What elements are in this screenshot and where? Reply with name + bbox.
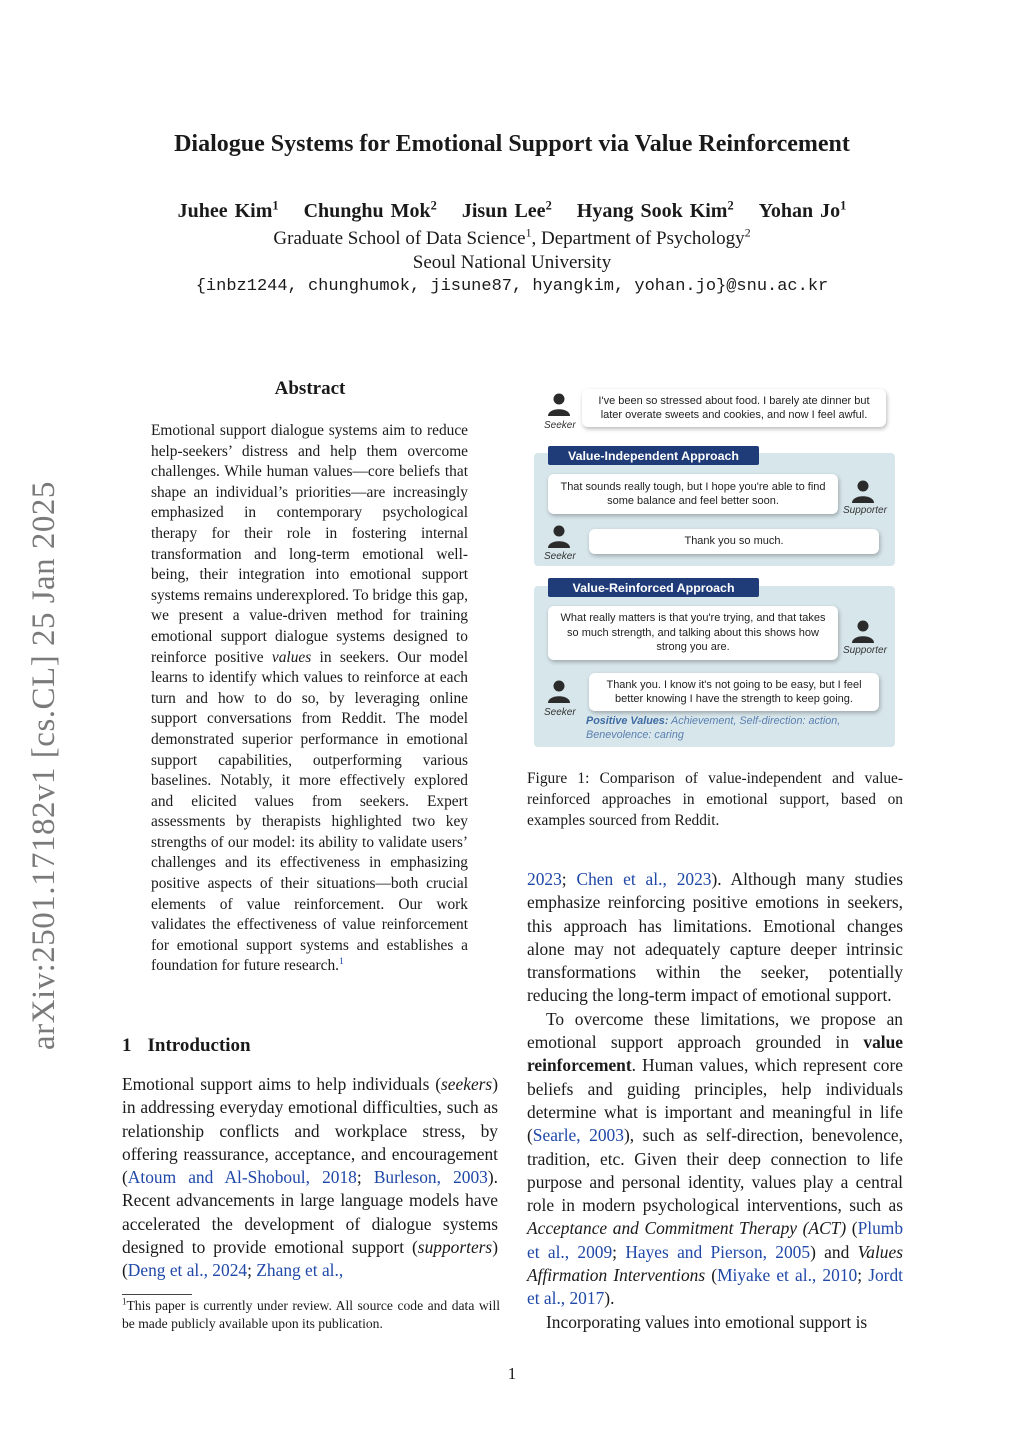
supporter-message-bubble: That sounds really tough, but I hope you're able to find some balance and feel better soon. [548, 474, 838, 514]
section-heading-introduction: 1 Introduction [122, 1035, 251, 1056]
citation-link[interactable]: Jordt et al., 2017 [527, 1265, 903, 1309]
arxiv-stamp: arXiv:2501.17182v1 [cs.CL] 25 Jan 2025 [26, 481, 62, 1050]
seeker-message-bubble: I've been so stressed about food. I barely ate dinner but later overate sweets and cookies, and now I feel awful. [582, 389, 886, 427]
citation-link[interactable]: Miyake et al., 2010 [717, 1265, 858, 1286]
author: Jisun Lee$^2$ [461, 198, 552, 222]
citation-link[interactable]: Atoum and Al-Shoboul, 2018 [127, 1167, 357, 1188]
affiliations [0, 227, 1024, 275]
author: Chunghu Mok$^2$ [303, 198, 437, 222]
institution: Seoul National University [412, 252, 612, 273]
seeker-avatar-icon [547, 679, 571, 703]
paper-title: Dialogue Systems for Emotional Support via Value Reinforcement [174, 131, 850, 157]
author-emails: {inbz1244, chunghumok, jisune87, hyangkim, yohan.jo}@snu.ac.kr [195, 277, 829, 296]
intro-paragraph-1: Emotional support aims to help individuals (seekers) in addressing everyday emotional difficulties, such as relationship conflicts and workplace stress, by offering reassurance, acceptance, and encouragement (Atoum and Al-Shoboul, 2018; Burleson, 2003). Recent advancements in large language models have accelerated the development of dialogue systems designed to provide emotional support (supporters) (Deng et al., 2024; Zhang et al., [122, 1074, 498, 1281]
author: Yohan Jo$^1$ [758, 198, 847, 222]
seeker-label: Seeker [544, 551, 576, 562]
footnote: $^1$This paper is currently under review. All source code and data will be made publicly available upon its publication. [122, 1296, 500, 1331]
positive-values-note: Positive Values: Achievement, Self-direction: action, Benevolence: caring [586, 715, 841, 741]
seeker-label: Seeker [544, 420, 576, 431]
intro-paragraph-3: Incorporating values into emotional support is [546, 1311, 868, 1332]
supporter-label: Supporter [843, 505, 887, 516]
abstract-body: Emotional support dialogue systems aim to reduce help-seekers’ distress and help them overcome challenges. While human values—core beliefs that shape an individual’s priorities—are increasingly emphasized in contemporary psychological therapy for their role in fostering internal transformation and long-term emotional well-being, their integration into emotional support systems remains underexplored. To bridge this gap, we present a value-driven method for training emotional support dialogue systems designed to reinforce positive values in seekers. Our model learns to identify which values to reinforce at each turn and how to do so, by leveraging online support conversations from Reddit. The model demonstrated superior performance in emotional support capabilities, outperforming various baselines. Notably, it more effectively explored and elicited values from seekers. Expert assessments by therapists highlighted two key strengths of our model: its ability to validate users’ challenges and its effectiveness in emphasizing positive aspects of their situations—both crucial elements of value reinforcement. Our work validates the effectiveness of value reinforcement for emotional support systems and establishes a foundation for future research.$^1$ [151, 422, 468, 975]
seeker-reply-bubble: Thank you so much. [589, 529, 879, 554]
author: Juhee Kim$^1$ [177, 198, 279, 222]
supporter-label: Supporter [843, 645, 887, 656]
citation-link[interactable]: Searle, 2003 [532, 1125, 624, 1146]
intro-paragraph-1-continued: 2023; Chen et al., 2023). Although many studies emphasize reinforcing positive emotions in seekers, this approach has limitations. Emotional changes alone may not adequately capture deeper intrinsic transformations within the seeker, potentially reducing the long-term impact of emotional support. [527, 869, 903, 1006]
value-independent-label: Value-Independent Approach [548, 446, 759, 465]
supporter-message-bubble: What really matters is that you're trying, and that takes so much strength, and talking about this shows how strong you are. [548, 606, 838, 660]
value-reinforced-label: Value-Reinforced Approach [548, 578, 759, 597]
citation-link[interactable]: Burleson, 2003 [373, 1167, 488, 1188]
citation-link[interactable]: Zhang et al., [256, 1260, 344, 1281]
page-number: 1 [507, 1364, 517, 1383]
footnote-link[interactable]: 1 [339, 956, 344, 968]
footnote-rule [122, 1294, 192, 1295]
supporter-avatar-icon [851, 619, 875, 643]
seeker-label: Seeker [544, 707, 576, 718]
affiliation-line: Graduate School of Data Science$^1$, Department of Psychology$^2$ [273, 226, 751, 249]
seeker-avatar-icon [547, 524, 571, 548]
supporter-avatar-icon [851, 479, 875, 503]
citation-link[interactable]: 2023 [527, 869, 562, 889]
author: Hyang Sook Kim$^2$ [576, 198, 734, 222]
citation-link[interactable]: Chen et al., 2023 [576, 869, 712, 889]
citation-link[interactable]: Deng et al., 2024 [127, 1260, 248, 1281]
seeker-avatar-icon [547, 392, 571, 416]
citation-link[interactable]: Hayes and Pierson, 2005 [625, 1241, 811, 1262]
figure-1-caption: Figure 1: Comparison of value-independent and value-reinforced approaches in emotional support, based on examples sourced from Reddit. [527, 770, 903, 829]
author-list [0, 200, 1024, 223]
intro-right-column [527, 868, 903, 1334]
seeker-reply-bubble: Thank you. I know it's not going to be easy, but I feel better knowing I have the strength to keep going. [589, 673, 879, 711]
abstract-heading: Abstract [274, 378, 346, 399]
intro-paragraph-2: To overcome these limitations, we propose an emotional support approach grounded in value reinforcement. Human values, which represent core beliefs and guiding principles, help individuals determine what is important and meaningful in life (Searle, 2003), such as self-direction, benevolence, tradition, etc. Given their deep connection to life purpose and personal identity, values play a central role in modern psychological interventions, such as Acceptance and Commitment Therapy (ACT) (Plumb et al., 2009; Hayes and Pierson, 2005) and Values Affirmation Interventions (Miyake et al., 2010; Jordt et al., 2017). [527, 1008, 904, 1309]
citation-link[interactable]: Plumb et al., 2009 [527, 1218, 904, 1262]
